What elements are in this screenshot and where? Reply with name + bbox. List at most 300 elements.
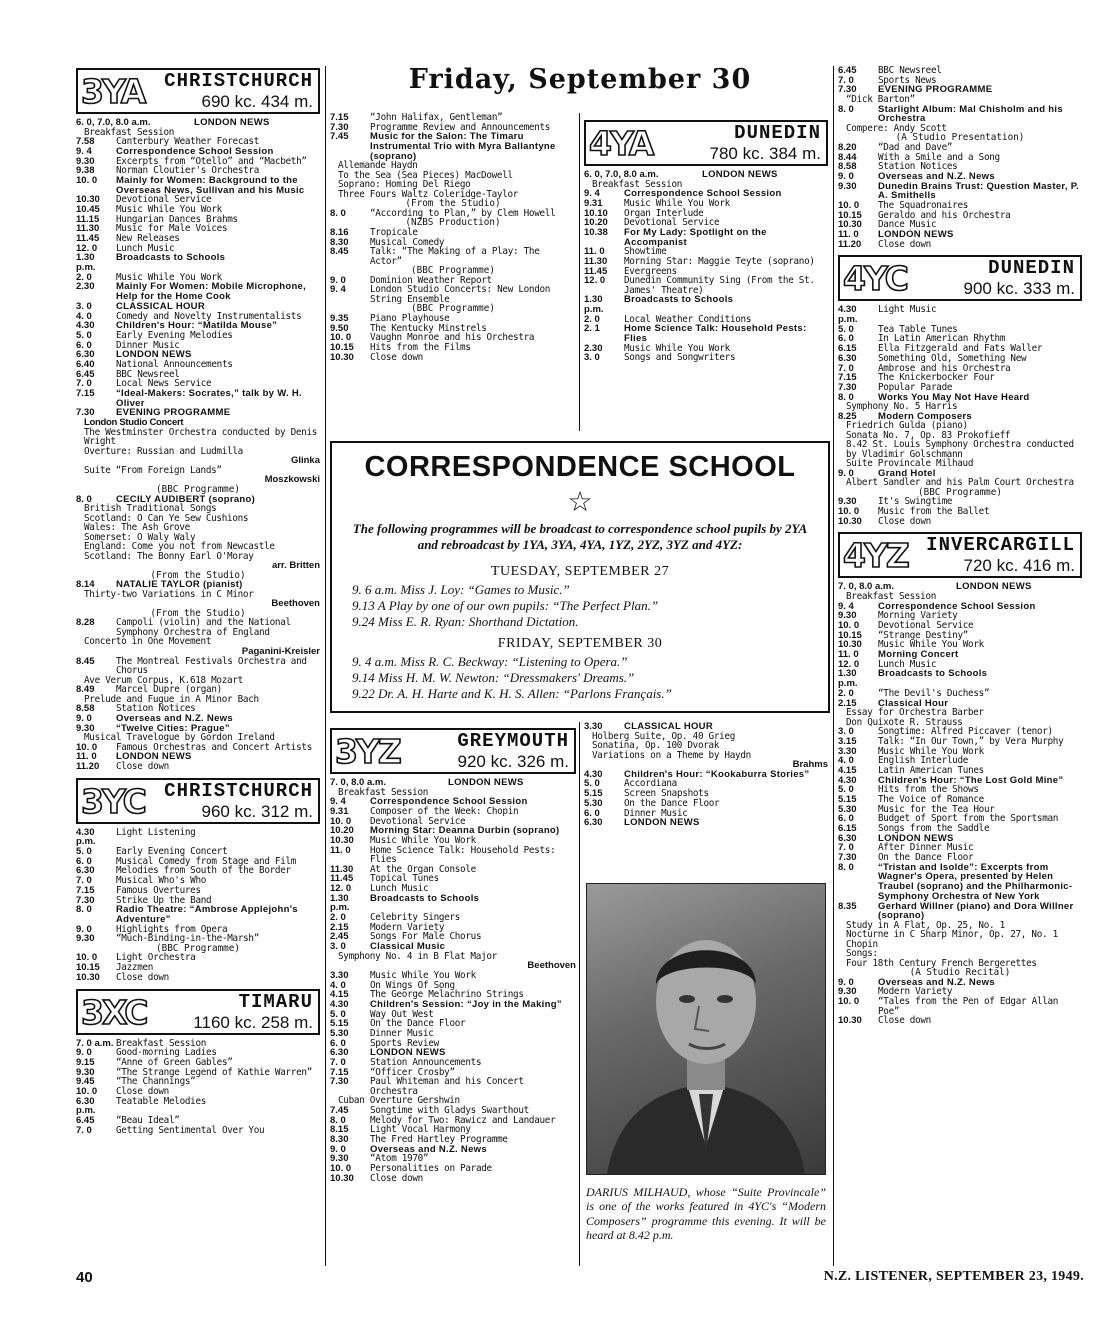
programme-time: 9.30 [76, 155, 95, 167]
programme-time: 10.45 [76, 203, 100, 215]
programme-title: “The Devil's Duchess” [878, 687, 990, 699]
station-sign: 3YA [81, 72, 145, 111]
programme-title: Composer of the Week: Chopin [370, 805, 519, 817]
programme-time: 9. 0 [76, 923, 92, 935]
programme-time: 7.15 [330, 112, 349, 123]
station-logo-3yz [330, 728, 576, 774]
programme-time: 6.30 [76, 865, 95, 877]
programme-entry [584, 799, 828, 809]
programme-entry [330, 1029, 576, 1039]
programme-title: The Montreal Festivals Orchestra and Chorus [116, 655, 307, 677]
programme-title: Teatable Melodies [116, 1095, 207, 1107]
programme-title: Paul Whiteman and his Concert Orchestra [370, 1076, 524, 1097]
programme-time: 8.30 [330, 1133, 349, 1145]
programme-entry [76, 341, 320, 351]
programme-title: Music While You Work [878, 745, 984, 757]
programme-note: Albert Sandler and his Palm Court Orchestra [846, 477, 1074, 489]
programme-title: Early Evening Melodies [116, 329, 233, 341]
programme-entry [76, 743, 320, 753]
programme-time: 7.45 [330, 131, 349, 143]
programme-time: 10.30 [76, 194, 100, 206]
programme-entry [584, 257, 828, 267]
programme-time: 4. 0 [330, 979, 346, 991]
programme-entry [838, 689, 1082, 699]
programme-title: Programme Review and Announcements [370, 121, 551, 133]
programme-time: 7. 0, 8.0 a.m. [838, 581, 894, 593]
programme-time: 8. 0 [838, 103, 854, 115]
programme-entry [838, 105, 1082, 124]
programme-title: Station Notices [878, 161, 958, 173]
programme-time: 9. 0 [838, 976, 854, 988]
programme-title: National Announcements [116, 358, 233, 370]
programme-time: 10. 0 [76, 952, 98, 964]
station-frequency: 900 kc. 333 m. [963, 279, 1075, 299]
programme-title: Celebrity Singers [370, 911, 461, 923]
programme-title: Songs and Songwriters [624, 352, 736, 364]
programme-title: “According to Plan,” by Clem Howell [370, 207, 556, 219]
programme-time: 7. 0 [330, 1057, 346, 1069]
programme-title: LONDON NEWS [878, 229, 954, 241]
programme-entry [838, 640, 1082, 650]
programme-title: Close down [116, 1085, 169, 1097]
programme-entry [76, 657, 320, 676]
programme-title: Songtime: Alfred Piccaver (tenor) [878, 726, 1053, 738]
programme-entry [838, 1016, 1082, 1026]
programme-title: Dunedin Community Sing (From the St. James' Theatre) [624, 275, 815, 296]
programme-list-3yc [76, 828, 320, 983]
programme-entry [584, 228, 828, 247]
programme-entry [76, 618, 320, 637]
programme-time: 3.15 [838, 735, 857, 747]
programme-time: 10. 0 [76, 174, 98, 186]
programme-entry [76, 963, 320, 973]
station-sign: 4YC [843, 259, 907, 299]
programme-credit: (A Studio Presentation) [895, 132, 1025, 144]
programme-note: London Studio Concert [84, 417, 184, 429]
programme-title: LONDON NEWS [878, 832, 954, 844]
programme-time: 11. 0 [838, 649, 859, 661]
programme-time: 11.45 [330, 873, 354, 885]
programme-entry [330, 1019, 576, 1029]
programme-time: 7. 0 [838, 362, 854, 374]
programme-time: 8.20 [838, 141, 857, 153]
programme-title: Home Science Talk: Household Pests: Flies [370, 844, 556, 866]
programme-time: 7.30 [330, 1076, 349, 1088]
station-sign: 4YZ [843, 536, 908, 576]
programme-time: 10.30 [838, 219, 862, 231]
programme-title: Piano Playhouse [370, 312, 450, 324]
programme-note: Variations on a Theme by Haydn [592, 749, 751, 761]
programme-time: 12. 0 [76, 242, 98, 254]
programme-time: 9. 0 [330, 1143, 346, 1155]
programme-entry [330, 353, 576, 363]
programme-entry [838, 902, 1082, 921]
programme-time: 9. 0 [330, 274, 346, 286]
programme-time: 5.30 [584, 797, 603, 809]
box-intro: The following programmes will be broadcast to correspondence school pupils by 2YA and rebroadcast by 1YA, 3YA, 4YA, 1YZ, 2YZ, 3YZ and 4YZ: [352, 520, 808, 552]
programme-title: Children's Session: “Joy in the Making” [370, 998, 562, 1010]
programme-entry [76, 1126, 320, 1136]
programme-title: Broadcasts to Schools [116, 252, 226, 264]
lesson-item: 9. 4 a.m. Miss R. C. Beckway: “Listening to Opera.” [352, 654, 628, 670]
programme-time: 9. 0 [838, 467, 854, 479]
programme-time: 8.15 [330, 1124, 349, 1136]
programme-time: 10.30 [330, 834, 354, 846]
programme-time: 8.58 [76, 703, 95, 715]
station-sign: 3YZ [335, 732, 400, 771]
programme-time: 2.45 [330, 931, 349, 943]
programme-title: The Kentucky Minstrels [370, 322, 487, 334]
programme-time: 10.20 [330, 825, 354, 837]
programme-entry [330, 865, 576, 875]
station-frequency: 920 kc. 326 m. [457, 752, 569, 771]
programme-entry [330, 1039, 576, 1049]
programme-time: 5. 0 [76, 329, 92, 341]
programme-title: CLASSICAL HOUR [116, 300, 205, 312]
station-sign: 4YA [589, 124, 653, 163]
programme-title: Classical Hour [878, 697, 949, 709]
programme-title: Light Listening [116, 826, 196, 838]
programme-note: Sonatina, Op. 100 Dvorak [592, 740, 720, 752]
programme-title: Getting Sentimental Over You [116, 1124, 265, 1136]
programme-title: Music for Male Voices [116, 223, 228, 235]
programme-time: 10.30 [76, 971, 100, 983]
programme-entry [76, 331, 320, 341]
programme-title: Campoli (violin) and the National Symphony Orchestra of England [116, 617, 291, 638]
programme-title: Topical Tunes [370, 873, 439, 885]
programme-time: 6. 0, 7.0, 8.0 a.m. [584, 169, 659, 180]
programme-time: 10.15 [76, 962, 100, 974]
programme-note: Friedrich Gulda (piano) [846, 420, 968, 432]
programme-time: 1.30 p.m. [584, 294, 604, 315]
programme-note: Breakfast Session [592, 178, 683, 190]
station-logo-3ya [76, 68, 320, 114]
programme-entry [584, 295, 828, 314]
programme-time: 6. 0 [330, 1037, 346, 1049]
programme-entry [838, 66, 1082, 76]
programme-title: Mainly For Women: Mobile Microphone, Help for the Home Cook [116, 281, 307, 303]
programme-note: Somerset: O Waly Waly [84, 531, 196, 543]
programme-time: 8.45 [330, 246, 349, 258]
column-1 [76, 66, 320, 1135]
programme-title: Correspondence School Session [116, 145, 274, 157]
programme-list-3xc-evening [330, 113, 576, 362]
programme-title: With a Smile and a Song [878, 151, 1000, 163]
programme-entry [76, 1097, 320, 1116]
programme-time: 8. 0 [330, 207, 346, 219]
programme-title: After Dinner Music [878, 842, 974, 854]
programme-title: Geraldo and his Orchestra [878, 209, 1011, 221]
programme-time: 11.30 [584, 255, 608, 267]
programme-entry [76, 389, 320, 408]
programme-entry [330, 894, 576, 913]
composer-name: Beethoven [527, 960, 576, 972]
station-city: TIMARU [238, 990, 313, 1013]
programme-title: Marcel Dupre (organ) [116, 683, 222, 695]
programme-entry [330, 228, 576, 238]
programme-entry [330, 932, 576, 942]
programme-time: 1.30 p.m. [838, 668, 858, 690]
programme-time: 9.30 [76, 1066, 95, 1078]
programme-title: Lunch Music [116, 242, 175, 254]
programme-title: Tea Table Tunes [878, 323, 958, 335]
programme-time: 2. 0 [76, 271, 92, 283]
programme-title: “John Halifax, Gentleman” [370, 112, 503, 123]
column-3 [584, 118, 828, 363]
programme-entry [838, 517, 1082, 527]
programme-title: EVENING PROGRAMME [878, 84, 993, 96]
programme-title: New Releases [116, 233, 180, 245]
programme-note: Allemande Haydn [338, 160, 418, 172]
programme-note: British Traditional Songs [84, 503, 217, 515]
programme-time: 9.35 [330, 312, 349, 324]
programme-time: 3. 0 [838, 726, 854, 738]
programme-title: Musical Who's Who [116, 875, 207, 887]
programme-entry [76, 953, 320, 963]
programme-time: 6.45 [76, 1115, 95, 1126]
programme-title: Sports Review [370, 1037, 439, 1049]
programme-time: 10.15 [838, 209, 862, 221]
programme-time: 6.45 [76, 368, 95, 380]
programme-time: 8. 0 [330, 1114, 346, 1126]
programme-time: 7. 0 [838, 842, 854, 854]
programme-time: 6.30 [838, 352, 857, 364]
programme-title: On Wings Of Song [370, 979, 455, 991]
station-city: DUNEDIN [734, 122, 821, 144]
programme-time: 1.30 p.m. [76, 252, 96, 274]
programme-title: LONDON NEWS [956, 581, 1032, 593]
programme-title: Canterbury Weather Forecast [116, 136, 260, 148]
programme-title: “Anne of Green Gables” [116, 1056, 233, 1068]
programme-entry [838, 997, 1082, 1016]
programme-time: 5.30 [330, 1028, 349, 1039]
programme-title: Screen Snapshots [624, 788, 709, 800]
photo-caption: DARIUS MILHAUD, whose “Suite Provincale” is one of the works featured in 4YC's “Modern Composers” programme this evening. It will be heard at 8.42 p.m. [586, 1185, 826, 1243]
programme-time: 7.58 [76, 136, 95, 148]
programme-time: 4. 0 [76, 310, 92, 322]
programme-title: Close down [370, 1172, 423, 1184]
programme-title: Close down [116, 971, 169, 983]
programme-time: 8. 0 [838, 391, 854, 403]
programme-credit: (From the Studio) [405, 198, 501, 210]
station-logo-3yc [76, 778, 320, 824]
programme-time: 9.30 [76, 722, 95, 734]
programme-time: 4.30 [76, 320, 95, 332]
programme-time: 4.15 [838, 764, 857, 776]
programme-time: 8. 0 [76, 904, 92, 916]
programme-title: London Studio Concerts: New London String Ensemble [370, 284, 551, 305]
programme-credit: (From the Studio) [150, 608, 246, 619]
programme-time: 7.30 [330, 121, 349, 133]
programme-title: Highlights from Opera [116, 923, 228, 935]
programme-title: Home Science Talk: Household Pests: Flies [624, 323, 807, 345]
programme-title: Songs For Male Chorus [370, 931, 482, 943]
programme-credit: (From the Studio) [150, 569, 246, 581]
programme-list-4ya [584, 170, 828, 363]
programme-title: Lunch Music [878, 658, 937, 670]
programme-list-4yc [838, 305, 1082, 526]
station-logo-4yz [838, 532, 1082, 578]
programme-title: On the Dance Floor [624, 797, 720, 809]
programme-title: EVENING PROGRAMME [116, 407, 231, 419]
programme-entry [584, 818, 828, 828]
programme-time: 7. 0 [838, 74, 854, 86]
programme-note: Four 18th Century French Bergerettes [846, 957, 1037, 969]
programme-time: 6.30 [330, 1047, 349, 1059]
day-heading: FRIDAY, SEPTEMBER 30 [497, 636, 663, 652]
programme-title: Music While You Work [624, 342, 730, 354]
programme-note: Suite Provincale Milhaud [846, 458, 974, 470]
programme-note: Breakfast Session [846, 591, 937, 603]
programme-title: “Much-Binding-in-the-Marsh” [116, 933, 260, 945]
programme-time: 10. 0 [76, 741, 98, 753]
composer-name: arr. Britten [271, 560, 320, 571]
programme-title: The George Melachrino Strings [370, 989, 524, 1001]
programme-entry [584, 353, 828, 363]
programme-entry [838, 182, 1082, 201]
programme-list-3ya [76, 118, 320, 772]
programme-title: Songs from the Saddle [878, 823, 990, 834]
programme-title: It's Swingtime [878, 496, 953, 508]
programme-time: 6.15 [838, 823, 857, 834]
programme-time: 11. 0 [584, 246, 605, 258]
programme-time: 10. 0 [838, 996, 860, 1008]
programme-note: Scotland: The Bonny Earl O'Moray [84, 550, 254, 562]
programme-title: BBC Newsreel [116, 368, 180, 380]
programme-note: Soprano: Homing Del Riego [338, 179, 471, 191]
programme-time: 11.30 [76, 223, 100, 235]
programme-time: 6. 0 [838, 333, 854, 345]
programme-credit: (BBC Programme) [411, 303, 495, 315]
programme-note: Prelude and Fugue in A Minor Bach [84, 693, 259, 705]
station-logo-3xc [76, 989, 320, 1035]
programme-time: 9.30 [838, 610, 857, 622]
programme-title: For My Lady: Spotlight on the Accompanist [624, 226, 767, 248]
programme-title: Accordiana [624, 778, 677, 790]
programme-time: 5.15 [330, 1018, 349, 1030]
programme-title: Light Orchestra [116, 952, 196, 964]
programme-time: 6.30 p.m. [76, 1095, 96, 1117]
programme-title: Songtime with Gladys Swarthout [370, 1104, 529, 1116]
programme-time: 4.30 [330, 998, 349, 1010]
programme-time: 2. 0 [330, 911, 346, 923]
programme-entry [838, 305, 1082, 324]
station-logo-4yc [838, 255, 1082, 301]
programme-time: 5. 0 [838, 784, 854, 796]
programme-title: LONDON NEWS [194, 117, 270, 128]
programme-entry [838, 978, 1082, 988]
programme-title: Overseas and N.Z. News [878, 170, 995, 182]
programme-time: 5. 0 [838, 323, 854, 335]
programme-time: 8.35 [838, 900, 857, 912]
programme-time: 2.30 [76, 281, 95, 293]
programme-title: On the Dance Floor [878, 852, 974, 864]
programme-title: “Twelve Cities: Prague” [116, 722, 230, 734]
programme-time: 4. 0 [838, 755, 854, 767]
programme-title: Music While You Work [370, 834, 476, 846]
programme-time: 10.30 [330, 1172, 354, 1184]
programme-title: Ella Fitzgerald and Fats Waller [878, 343, 1043, 355]
programme-title: Lunch Music [370, 882, 429, 894]
programme-title: Broadcasts to Schools [624, 294, 734, 306]
programme-list-3yz-afternoon [584, 722, 828, 828]
programme-time: 9. 0 [838, 170, 854, 182]
programme-time: 10. 0 [76, 1085, 98, 1097]
programme-time: 7.45 [330, 1104, 349, 1116]
programme-title: Music While You Work [878, 639, 984, 651]
programme-time: 8.44 [838, 151, 857, 163]
programme-title: Excerpts from “Otello” and “Macbeth” [116, 155, 307, 167]
programme-time: 10. 0 [330, 815, 352, 827]
programme-title: Organ Interlude [624, 207, 704, 219]
programme-title: Station Notices [116, 703, 196, 715]
programme-time: 9.30 [76, 933, 95, 945]
programme-note: Holberg Suite, Op. 40 Grieg [592, 730, 736, 742]
column-rule [579, 113, 580, 431]
programme-time: 11.30 [330, 863, 354, 875]
portrait-illustration [587, 884, 825, 1174]
programme-time: 9.45 [76, 1076, 95, 1088]
programme-title: Music While You Work [370, 969, 476, 981]
programme-title: Close down [878, 238, 931, 250]
programme-title: Close down [116, 761, 169, 773]
programme-note: Study in A Flat, Op. 25, No. 1 [846, 919, 1005, 931]
footer-dateline: N.Z. LISTENER, SEPTEMBER 23, 1949. [823, 1269, 1084, 1284]
programme-entry [330, 874, 576, 884]
programme-time: 10.15 [838, 629, 862, 641]
programme-title: Talk: “The Making of a Play: The Actor” [370, 246, 540, 267]
programme-title: Correspondence School Session [370, 796, 528, 808]
programme-time: 9.31 [330, 805, 349, 817]
programme-title: Dinner Music [116, 339, 180, 351]
programme-time: 7.15 [76, 884, 95, 896]
programme-entry [76, 176, 320, 195]
programme-time: 7.15 [330, 1066, 349, 1078]
programme-time: 10.30 [838, 1015, 862, 1026]
programme-title: Station Announcements [370, 1057, 482, 1069]
programme-time: 4.30 p.m. [76, 826, 96, 848]
programme-title: Close down [370, 351, 423, 363]
programme-title: Devotional Service [116, 194, 212, 206]
programme-credit: (BBC Programme) [918, 486, 1002, 498]
programme-title: Broadcasts to Schools [370, 892, 480, 904]
programme-title: Famous Orchestras and Concert Artists [116, 741, 312, 753]
programme-entry [330, 913, 576, 923]
programme-time: 7.15 [76, 388, 95, 400]
programme-title: “Strange Destiny” [878, 629, 969, 641]
programme-entry [838, 220, 1082, 230]
portrait-photo [586, 883, 826, 1175]
programme-time: 3. 0 [76, 300, 92, 312]
programme-entry [838, 824, 1082, 834]
programme-time: 2.15 [838, 697, 857, 709]
programme-title: The Fred Hartley Programme [370, 1133, 508, 1145]
programme-entry [838, 650, 1082, 660]
composer-name: Moszkowski [264, 474, 320, 486]
programme-title: Devotional Service [624, 217, 720, 229]
programme-note: Suite “From Foreign Lands” [84, 464, 222, 476]
station-city: INVERCARGILL [926, 534, 1075, 557]
programme-time: 9.30 [838, 180, 857, 192]
programme-time: 6. 0 [76, 339, 92, 351]
programme-title: Evergreens [624, 265, 677, 277]
programme-title: LONDON NEWS [116, 751, 192, 763]
programme-entry [76, 762, 320, 772]
programme-time: 11.15 [76, 213, 100, 225]
programme-title: Morning Concert [878, 649, 959, 661]
programme-time: 5.15 [838, 793, 857, 805]
column-rule [325, 66, 326, 1266]
